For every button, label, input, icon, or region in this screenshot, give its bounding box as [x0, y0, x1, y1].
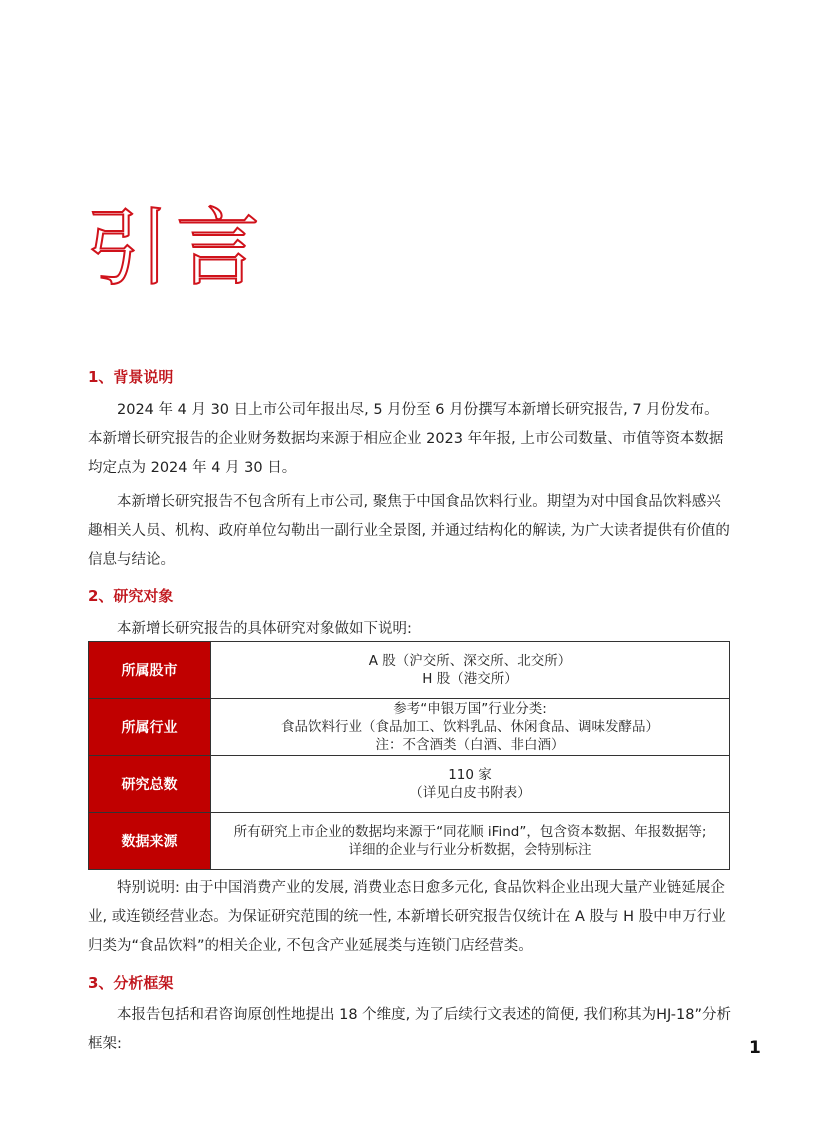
row-value-line: 注：不含酒类（白酒、非白酒）: [375, 737, 565, 753]
background-paragraph-1: 2024 年 4 月 30 日上市公司年报出尽, 5 月份至 6 月份撰写本新增长研究报告, 7 月份发布。本新增长研究报告的企业财务数据均来源于相应企业 2023 年年报, 上市公司数量、市值等资本数据均定点为 2024 年 4 月 30 日。: [88, 402, 724, 476]
section-heading-framework: 3、分析框架: [88, 974, 174, 992]
row-value-line: 详细的企业与行业分析数据，会特别标注: [348, 842, 592, 858]
row-value-line: 110 家: [448, 767, 492, 783]
background-paragraph-2: 本新增长研究报告不包含所有上市公司, 聚焦于中国食品饮料行业。期望为对中国食品饮料感兴趣相关人员、机构、政府单位勾勒出一副行业全景图, 并通过结构化的解读, 为广大读者提供有价值的信息与结论。: [88, 494, 730, 568]
row-key: 所属股市: [89, 642, 211, 699]
section-heading-research-object: 2、研究对象: [88, 587, 174, 605]
table-row: [89, 642, 730, 699]
row-value: [211, 699, 730, 756]
row-value-line: 食品饮料行业（食品加工、饮料乳品、休闲食品、调味发酵品）: [281, 719, 659, 735]
row-key: 数据来源: [89, 813, 211, 870]
row-value-line: （详见白皮书附表）: [409, 785, 531, 801]
research-object-intro: 本新增长研究报告的具体研究对象做如下说明:: [117, 621, 412, 637]
row-value: [211, 813, 730, 870]
row-value: [211, 642, 730, 699]
page-title: 引言: [86, 199, 267, 297]
table-row: [89, 756, 730, 813]
table-row: [89, 699, 730, 756]
row-key: 研究总数: [89, 756, 211, 813]
research-object-table: [88, 641, 730, 870]
page-number: 1: [749, 1038, 761, 1058]
framework-paragraph: 本报告包括和君咨询原创性地提出 18 个维度, 为了后续行文表述的简便, 我们称其为HJ-18”分析框架:: [88, 1007, 731, 1052]
row-value-line: 所有研究上市企业的数据均来源于“同花顺 iFind”，包含资本数据、年报数据等;: [233, 824, 707, 840]
row-value: [211, 756, 730, 813]
row-value-line: H 股（港交所）: [422, 671, 518, 687]
row-key: 所属行业: [89, 699, 211, 756]
special-note: 特别说明: 由于中国消费产业的发展, 消费业态日愈多元化, 食品饮料企业出现大量产业链延展企业, 或连锁经营业态。为保证研究范围的统一性, 本新增长研究报告仅统计在 A 股与 H 股中申万行业归类为“食品饮料”的相关企业, 不包含产业延展类与连锁门店经营类。: [88, 880, 726, 954]
row-value-line: A 股（沪交所、深交所、北交所）: [368, 653, 572, 669]
section-heading-background: 1、背景说明: [88, 368, 174, 386]
row-value-line: 参考“申银万国”行业分类:: [393, 701, 547, 717]
table-row: [89, 813, 730, 870]
